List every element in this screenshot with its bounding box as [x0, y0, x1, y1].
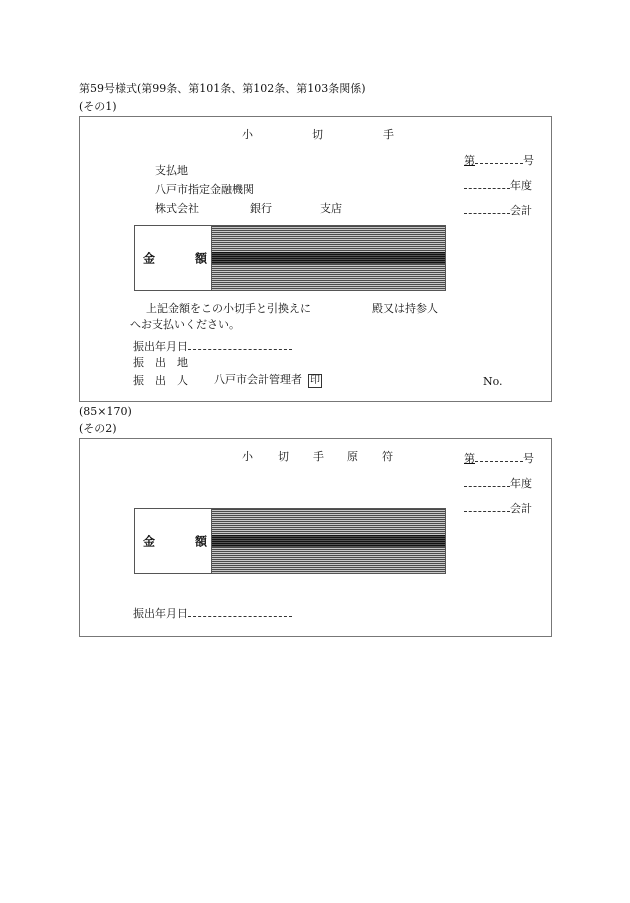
number-blank [475, 153, 523, 164]
branch-label: 支店 [320, 202, 342, 215]
size-note: (85×170) [79, 405, 132, 418]
stub-title-char-5: 符 [382, 450, 393, 463]
part1-label: (その1) [79, 100, 117, 113]
check-no-label: No. [483, 375, 503, 388]
amount-char-1: 金 [143, 251, 156, 266]
body-line-1: 上記金額をこの小切手と引換えに [146, 302, 311, 315]
stub-amount-label-cell [135, 509, 212, 573]
number-suffix: 号 [523, 154, 534, 167]
payer-line-2: 八戸市指定金融機関 [155, 183, 254, 196]
stub-year-label: 年度 [510, 477, 532, 490]
check-form [79, 116, 552, 402]
payer-line-1: 支払地 [155, 164, 188, 177]
amount-label-cell [135, 226, 212, 290]
stub-issue-date-blank [188, 606, 292, 617]
amount-char-2: 額 [195, 251, 208, 266]
issuer-name: 八戸市会計管理者 [214, 373, 302, 386]
issue-date-blank [188, 339, 292, 350]
body-line-2: へお支払いください。 [130, 318, 240, 331]
stub-account-blank [464, 501, 510, 512]
check-year-field [464, 178, 532, 191]
check-number-field [464, 153, 534, 166]
bank-label: 銀行 [250, 202, 272, 215]
year-label: 年度 [510, 179, 532, 192]
payer-line-3: 株式会社 [155, 202, 199, 215]
seal-mark: 印 [310, 375, 320, 386]
number-label: 第 [464, 154, 475, 167]
check-amount-box [134, 225, 446, 291]
part2-label: (その2) [79, 422, 117, 435]
form-title: 第59号様式(第99条、第101条、第102条、第103条関係) [79, 82, 366, 95]
body-recipient: 殿又は持参人 [372, 302, 438, 315]
account-label: 会計 [510, 204, 532, 217]
stub-year-blank [464, 476, 510, 487]
stub-amount-char-1: 金 [143, 534, 156, 549]
stub-issue-date-label: 振出年月日 [133, 607, 188, 620]
stub-title-char-1: 小 [242, 450, 253, 463]
stub-form [79, 438, 552, 637]
check-title-char-3: 手 [383, 128, 394, 141]
stub-issue-date-field [133, 606, 292, 619]
issue-place-label: 振 出 地 [133, 356, 188, 369]
stub-title-char-3: 手 [313, 450, 324, 463]
stub-account-label: 会計 [510, 502, 532, 515]
issue-date-label: 振出年月日 [133, 340, 188, 353]
stub-account-field [464, 501, 532, 514]
issue-date-field [133, 339, 292, 352]
stub-amount-char-2: 額 [195, 534, 208, 549]
stub-number-suffix: 号 [523, 452, 534, 465]
year-blank [464, 178, 510, 189]
account-blank [464, 203, 510, 214]
stub-number-field [464, 451, 534, 464]
check-account-field [464, 203, 532, 216]
stub-year-field [464, 476, 532, 489]
stub-amount-pattern-field [212, 509, 445, 573]
stub-number-blank [475, 451, 523, 462]
check-title-char-2: 切 [312, 128, 323, 141]
stub-title-char-2: 切 [278, 450, 289, 463]
stub-number-label: 第 [464, 452, 475, 465]
issuer-label: 振 出 人 [133, 374, 188, 387]
stub-title-char-4: 原 [347, 450, 358, 463]
stub-amount-box [134, 508, 446, 574]
issuer-field [214, 374, 322, 388]
amount-pattern-field [212, 226, 445, 290]
check-title-char-1: 小 [242, 128, 253, 141]
